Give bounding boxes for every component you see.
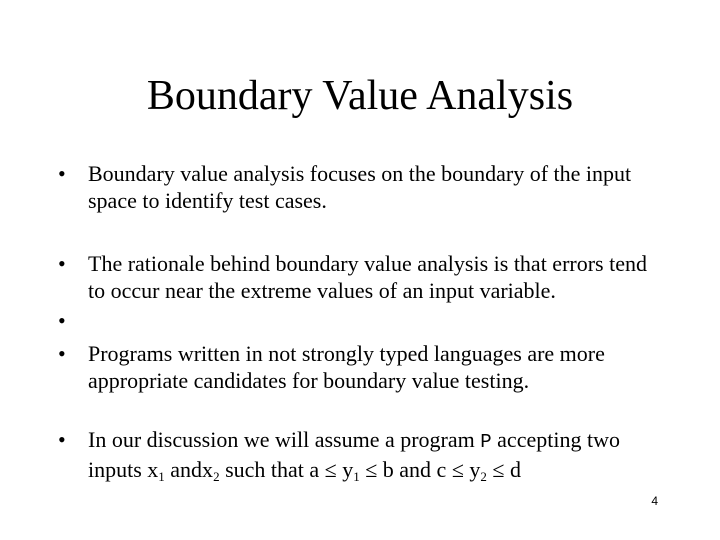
bullet-text: In our discussion we will assume a program P accepting two inputs $x_1$ andx$_2$ such that $a \le y_1 \le b$ and $c \le y_2 \le d$ — [88, 427, 620, 484]
program-name: P — [480, 431, 492, 453]
bullet-text: Programs written in not strongly typed languages are more appropriate candidates for boundary value testing. — [88, 341, 605, 393]
bullet-text: The rationale behind boundary value analysis is that errors tend to occur near the extreme values of an input variable. — [88, 251, 647, 303]
slide-title: Boundary Value Analysis — [146, 73, 574, 119]
bullet-marker: • — [58, 427, 66, 452]
bullet-marker: • — [58, 161, 66, 186]
bullet-item — [58, 426, 668, 483]
bullet-marker: • — [58, 341, 66, 366]
bullet-marker: • — [58, 308, 66, 333]
bullet-item — [58, 160, 668, 214]
bullet-marker: • — [58, 251, 66, 276]
bullet-text: Boundary value analysis focuses on the boundary of the input space to identify test cases. — [88, 161, 632, 213]
bullet-item — [58, 250, 668, 304]
page-number: 4 — [651, 494, 658, 508]
bullet-item — [58, 340, 668, 394]
